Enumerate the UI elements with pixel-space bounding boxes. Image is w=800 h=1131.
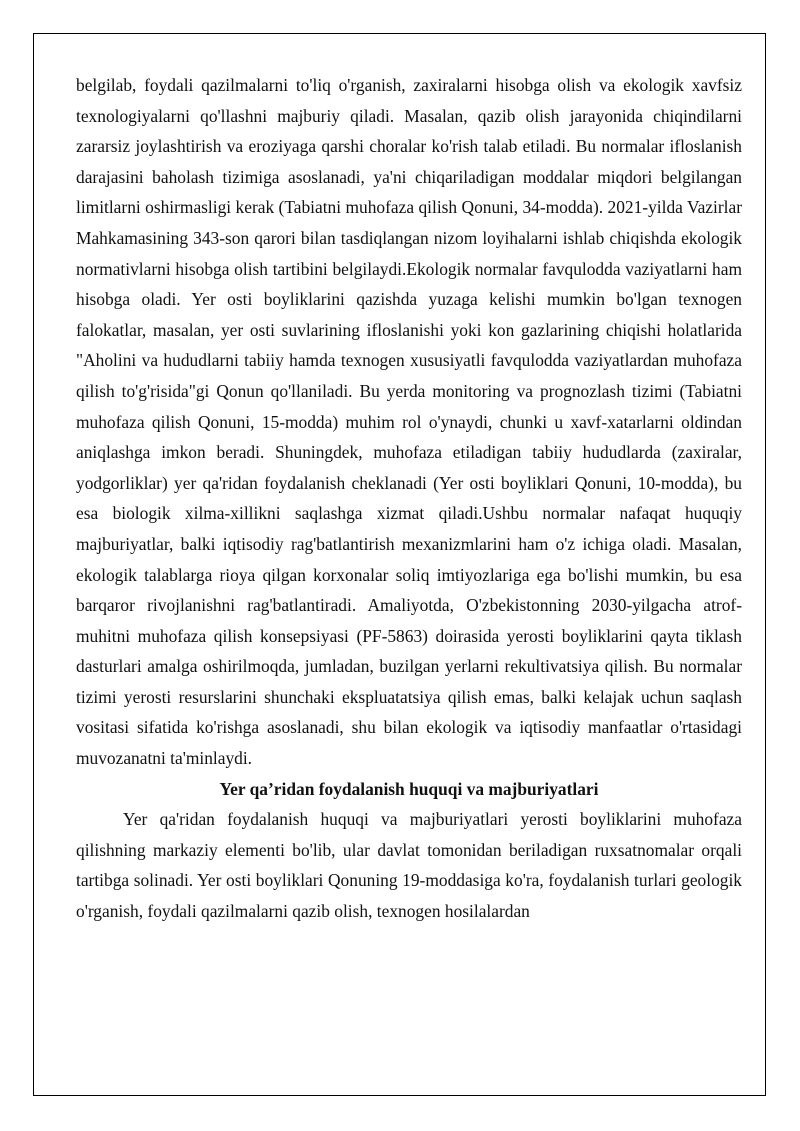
document-body [76, 70, 742, 927]
section-heading: Yer qa’ridan foydalanish huquqi va majburiyatlari [219, 778, 599, 799]
body-paragraph: belgilab, foydali qazilmalarni to'liq o'rganish, zaxiralarni hisobga olish va ekologik xavfsiz texnologiyalarni qo'llashni majburiy qiladi. Masalan, qazib olish jarayonida chiqindilarni zararsiz joylashtirish va eroziyaga qarshi choralar ko'rish talab etiladi. Bu normalar ifloslanish darajasini baholash tizimiga asoslanadi, ya'ni chiqariladigan moddalar miqdori belgilangan limitlarni oshirmasligi kerak (Tabiatni muhofaza qilish Qonuni, 34-modda). 2021-yilda Vazirlar Mahkamasining 343-son qarori bilan tasdiqlangan nizom loyihalarni ishlab chiqishda ekologik normativlarni hisobga olish tartibini belgilaydi.Ekologik normalar favqulodda vaziyatlarni ham hisobga oladi. Yer osti boyliklarini qazishda yuzaga kelishi mumkin bo'lgan texnogen falokatlar, masalan, yer osti suvlarining ifloslanishi yoki kon gazlarining chiqishi holatlarida "Aholini va hududlarni tabiiy hamda texnogen xususiyatli favqulodda vaziyatlardan muhofaza qilish to'g'risida"gi Qonun qo'llaniladi. Bu yerda monitoring va prognozlash tizimi (Tabiatni muhofaza qilish Qonuni, 15-modda) muhim rol o'ynaydi, chunki u xavf-xatarlarni oldindan aniqlashga imkon beradi. Shuningdek, muhofaza etiladigan tabiiy hududlarda (zaxiralar, yodgorliklar) yer qa'ridan foydalanish cheklanadi (Yer osti boyliklari Qonuni, 10-modda), bu esa biologik xilma-xillikni saqlashga xizmat qiladi.Ushbu normalar nafaqat huquqiy majburiyatlar, balki iqtisodiy rag'batlantirish mexanizmlarini ham o'z ichiga oladi. Masalan, ekologik talablarga rioya qilgan korxonalar soliq imtiyozlariga ega bo'lishi mumkin, bu esa barqaror rivojlanishni rag'batlantiradi. Amaliyotda, O'zbekistonning 2030-yilgacha atrof-muhitni muhofaza qilish konsepsiyasi (PF-5863) doirasida yerosti boyliklarini qayta tiklash dasturlari amalga oshirilmoqda, jumladan, buzilgan yerlarni rekultivatsiya qilish. Bu normalar tizimi yerosti resurslarini shunchaki ekspluatatsiya qilish emas, balki kelajak uchun saqlash vositasi sifatida ko'rishga asoslanadi, shu bilan ekologik va iqtisodiy manfaatlar o'rtasidagi muvozanatni ta'minlaydi. [76, 75, 742, 769]
body-paragraph: Yer qa'ridan foydalanish huquqi va majburiyatlari yerosti boyliklarini muhofaza qilishning markaziy elementi bo'lib, ular davlat tomonidan beriladigan ruxsatnomalar orqali tartibga solinadi. Yer osti boyliklari Qonuning 19-moddasiga ko'ra, foydalanish turlari geologik o'rganish, foydali qazilmalarni qazib olish, texnogen hosilalardan [76, 809, 742, 922]
